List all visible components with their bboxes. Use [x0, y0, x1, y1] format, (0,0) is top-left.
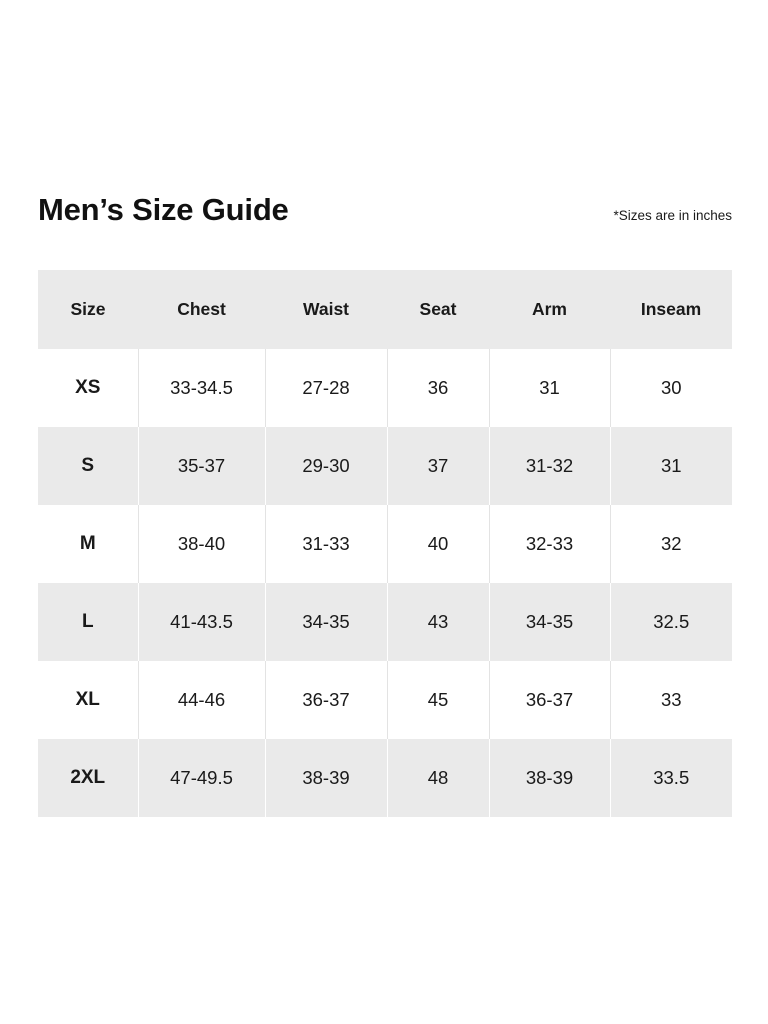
cell-inseam: 30	[610, 349, 732, 427]
table-row	[38, 661, 732, 739]
column-header-arm: Arm	[531, 299, 567, 319]
cell-inseam: 33.5	[610, 739, 732, 817]
cell-size: XS	[75, 377, 101, 398]
cell-arm: 31	[489, 349, 610, 427]
table-row	[38, 427, 732, 505]
table-row	[38, 583, 732, 661]
cell-waist: 27-28	[265, 349, 387, 427]
cell-arm: 34-35	[489, 583, 610, 661]
cell-waist: 34-35	[265, 583, 387, 661]
cell-waist: 38-39	[265, 739, 387, 817]
cell-size: L	[81, 611, 94, 632]
cell-chest: 33-34.5	[138, 349, 265, 427]
cell-size: S	[81, 455, 95, 476]
cell-seat: 48	[387, 739, 489, 817]
cell-chest: 35-37	[138, 427, 265, 505]
table-row	[38, 739, 732, 817]
cell-inseam: 31	[610, 427, 732, 505]
cell-size: 2XL	[70, 767, 106, 788]
table-header-row	[38, 270, 732, 349]
cell-arm: 32-33	[489, 505, 610, 583]
cell-seat: 45	[387, 661, 489, 739]
cell-chest: 44-46	[138, 661, 265, 739]
cell-seat: 40	[387, 505, 489, 583]
size-guide-table	[38, 270, 732, 817]
column-header-size: Size	[70, 299, 106, 319]
cell-seat: 43	[387, 583, 489, 661]
cell-seat: 37	[387, 427, 489, 505]
page-header	[38, 193, 732, 227]
cell-seat: 36	[387, 349, 489, 427]
column-header-inseam: Inseam	[640, 299, 702, 319]
cell-waist: 31-33	[265, 505, 387, 583]
cell-arm: 36-37	[489, 661, 610, 739]
cell-size: XL	[75, 689, 100, 710]
table-body	[38, 349, 732, 817]
cell-size: M	[79, 533, 96, 554]
table-header	[38, 270, 732, 349]
cell-chest: 47-49.5	[138, 739, 265, 817]
cell-waist: 29-30	[265, 427, 387, 505]
table-row	[38, 349, 732, 427]
column-header-seat: Seat	[419, 299, 457, 319]
cell-chest: 38-40	[138, 505, 265, 583]
cell-inseam: 32.5	[610, 583, 732, 661]
column-header-chest: Chest	[177, 299, 226, 319]
cell-arm: 31-32	[489, 427, 610, 505]
units-note: *Sizes are in inches	[613, 208, 732, 223]
table-row	[38, 505, 732, 583]
page-title: Men’s Size Guide	[38, 192, 289, 227]
cell-waist: 36-37	[265, 661, 387, 739]
column-header-waist: Waist	[302, 299, 350, 319]
cell-inseam: 33	[610, 661, 732, 739]
cell-chest: 41-43.5	[138, 583, 265, 661]
cell-arm: 38-39	[489, 739, 610, 817]
cell-inseam: 32	[610, 505, 732, 583]
